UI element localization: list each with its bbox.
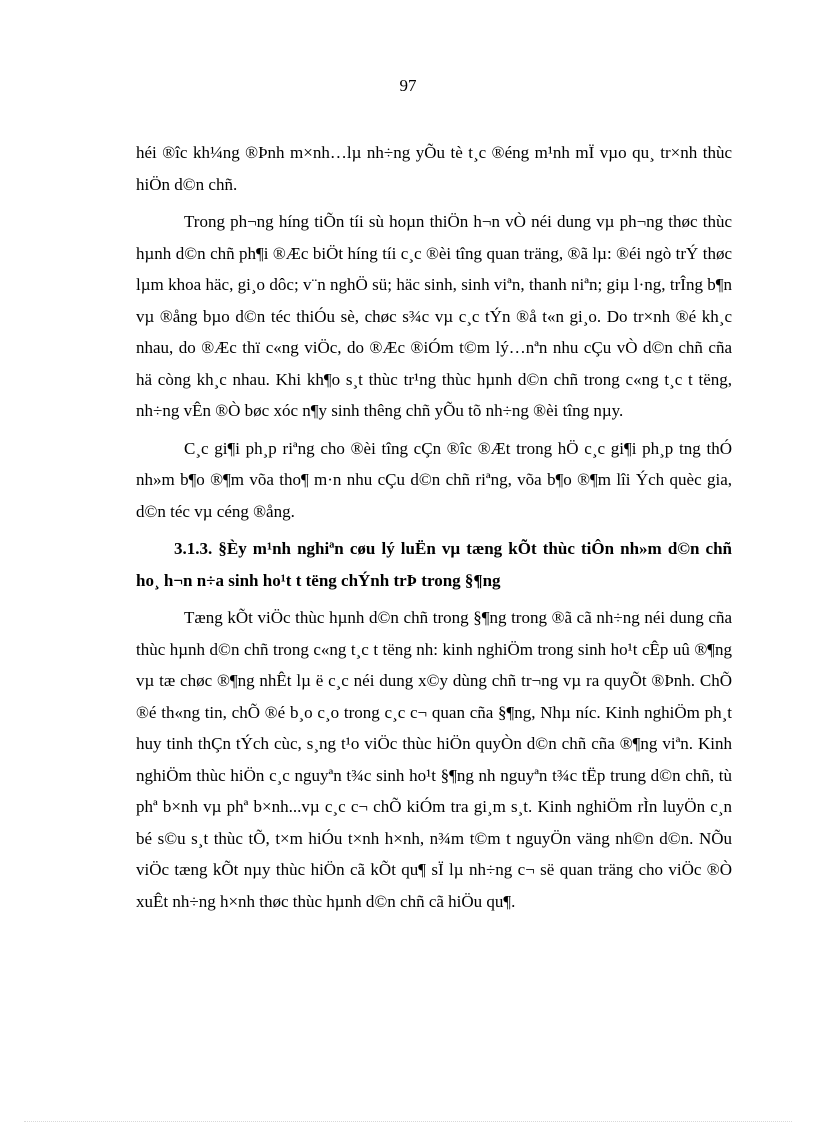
document-body (136, 137, 732, 923)
paragraph-solutions: C¸c gi¶i ph¸p riªng cho ®èi tîng cÇn ®îc ®Æt trong hÖ c¸c gi¶i ph¸p tng thÓ nh»m b¶o ®¶m võa tho¶ m·n nhu cÇu d©n chñ riªng, võa b¶o ®¶m lîi Ých quèc gia, d©n téc vµ céng ®ång. (136, 438, 732, 521)
paragraph-target-groups: Trong ph¬ng híng tiÕn tíi sù hoµn thiÖn h¬n vÒ néi dung vµ ph¬ng thøc thùc hµnh d©n chñ ph¶i ®Æc biÖt híng tíi c¸c ®èi tîng quan träng, ®ã lµ: ®éi ngò trÝ thøc lµm khoa häc, gi¸o dôc; v¨n nghÖ sü; häc sinh, sinh viªn, thanh niªn; giµ l·ng, trÎng b¶n vµ ®ång bµo d©n téc thiÓu sè, chøc s¾c vµ c¸c tÝn ®å t«n gi¸o. Do tr×nh ®é kh¸c nhau, do ®Æc thï c«ng viÖc, do ®Æc ®iÓm t©m lý…nªn nhu cÇu vÒ d©n chñ cña hä còng kh¸c nhau. Khi kh¶o s¸t thùc tr¹ng thùc hµnh d©n chñ trong c«ng t¸c t tëng, nh÷ng vÊn ®Ò bøc xóc n¶y sinh thêng chñ yÕu tõ nh÷ng ®èi tîng nµy. (136, 212, 732, 420)
page-bottom-divider (24, 1121, 792, 1122)
paragraph-continuation: héi ®îc kh¼ng ®Þnh m×nh…lµ nh÷ng yÕu tè t¸c ®éng m¹nh mÏ vµo qu¸ tr×nh thùc hiÖn d©n chñ. (136, 143, 732, 194)
paragraph-summary: Tæng kÕt viÖc thùc hµnh d©n chñ trong §¶ng trong ®ã cã nh÷ng néi dung cña thùc hµnh d©n chñ trong c«ng t¸c t tëng nh: kinh nghiÖm trong sinh ho¹t cÊp uû ®¶ng vµ tæ chøc ®¶ng nhÊt lµ ë c¸c néi dung x©y dùng chñ tr¬ng vµ ra quyÕt ®Þnh. ChÕ ®é th«ng tin, chÕ ®é b¸o c¸o trong c¸c c¬ quan cña §¶ng, Nhµ níc. Kinh nghiÖm ph¸t huy tinh thÇn tÝch cùc, s¸ng t¹o viÖc thùc hiÖn quyÒn d©n chñ cña ®¶ng viªn. Kinh nghiÖm thùc hiÖn c¸c nguyªn t¾c sinh ho¹t §¶ng nh nguyªn t¾c tËp trung d©n chñ, tù phª b×nh vµ phª b×nh...vµ c¸c c¬ chÕ kiÓm tra gi¸m s¸t. Kinh nghiÖm rÌn luyÖn c¸n bé s©u s¸t thùc tÕ, t×m hiÓu t×nh h×nh, n¾m t©m t nguyÖn väng nh©n d©n. NÕu viÖc tæng kÕt nµy thùc hiÖn cã kÕt qu¶ sÏ lµ nh÷ng c¬ së quan träng cho viÖc ®Ò xuÊt nh÷ng h×nh thøc thùc hµnh d©n chñ cã hiÖu qu¶. (136, 608, 732, 911)
section-heading: 3.1.3. §Èy m¹nh nghiªn cøu lý luËn vµ tæng kÕt thùc tiÔn nh»m d©n chñ ho¸ h¬n n÷a sinh ho¹t t tëng chÝnh trÞ trong §¶ng (136, 539, 732, 590)
page-number: 97 (399, 76, 417, 95)
